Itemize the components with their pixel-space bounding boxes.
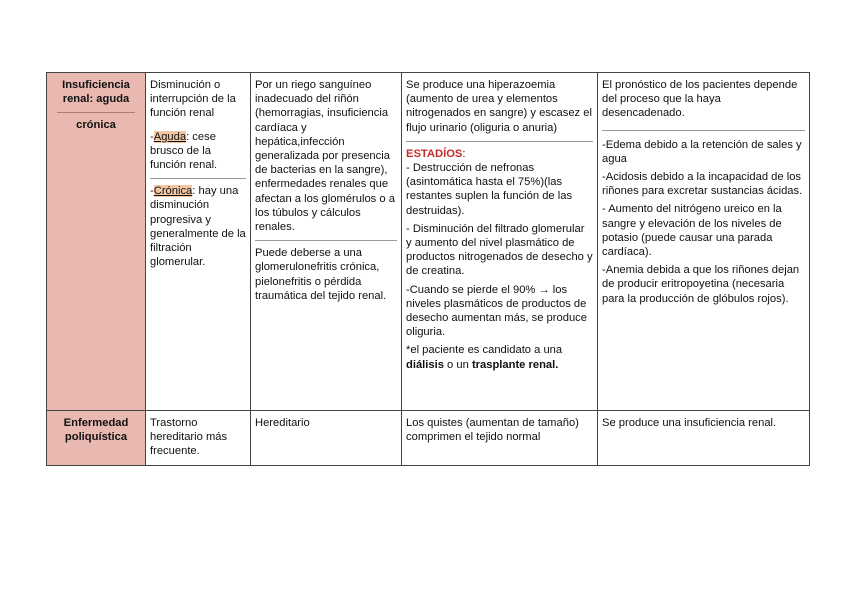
causes-divider — [255, 240, 397, 241]
causes-aguda: Por un riego sanguíneo inadecuado del riñón (hemorragias, insuficiencia cardíaca y hepática,infección generalizada por presencia de bacterias en la sangre), enfermedades renales que afectan a los glomérulos o a los túbulos y cálculos renales. — [255, 79, 395, 234]
estadios-heading — [406, 147, 593, 161]
definition-intro: Disminución o interrupción de la función renal — [150, 79, 236, 120]
stage-1: - Destrucción de nefronas (asintomática hasta el 75%)(las restantes suplen la función de las destruidas). — [406, 162, 573, 217]
definition-cronica — [150, 184, 246, 269]
note-prefix: *el paciente es candidato a una — [406, 344, 563, 357]
poliquistica-prognosis-text: Se produce una insuficiencia renal. — [602, 417, 777, 429]
row-header-enfermedad-poliquistica — [47, 411, 146, 466]
prognosis-text: El pronóstico de los pacientes depende del proceso que la haya desencadenado. — [602, 79, 798, 120]
estadios-label: ESTADÍOS — [406, 147, 463, 160]
poliquistica-causes — [251, 411, 402, 466]
poliquistica-pathophysiology-text: Los quistes (aumentan de tamaño) comprimen el tejido normal — [406, 417, 579, 444]
note-trasplante: trasplante renal. — [471, 358, 559, 371]
table-row — [47, 73, 810, 411]
prognosis-cell — [598, 73, 810, 411]
pathophysiology-cell — [402, 73, 598, 411]
complication-edema: -Edema debido a la retención de sales y agua — [602, 138, 802, 165]
poliquistica-definition-text: Trastorno hereditario más frecuente. — [150, 417, 228, 458]
header-cronica-label: crónica — [76, 119, 116, 132]
complication-nitrogen: - Aumento del nitrógeno ureico en la sangre y elevación de los niveles de potasio (puede causar una parada cardíaca). — [602, 203, 782, 259]
pathophysiology-divider — [406, 141, 593, 142]
poliquistica-pathophysiology — [402, 411, 598, 466]
definition-divider — [150, 178, 246, 179]
stage-3: -Cuando se pierde el 90% → los niveles plasmáticos de productos de desecho aumentan más, se produce oliguria. — [406, 283, 587, 339]
treatment-note — [406, 343, 593, 371]
aguda-prefix: - — [150, 130, 154, 143]
cronica-prefix: - — [150, 185, 154, 198]
header-divider — [57, 112, 135, 113]
definition-cell — [146, 73, 251, 411]
note-dialisis: diálisis — [406, 358, 444, 371]
complication-acidosis: -Acidosis debido a la incapacidad de los riñones para excretar sustancias ácidas. — [602, 171, 803, 198]
hiperazoemia-text: Se produce una hiperazoemia (aumento de urea y elementos nitrogenados en sangre) y escasez el flujo urinario (oliguria o anuria) — [406, 79, 592, 134]
poliquistica-prognosis — [598, 411, 810, 466]
aguda-term: Aguda — [153, 130, 187, 143]
causes-cell — [251, 73, 402, 411]
poliquistica-definition — [146, 411, 251, 466]
definition-aguda — [150, 130, 246, 173]
causes-cronica: Puede deberse a una glomerulonefritis crónica, pielonefritis o pérdida traumática del tejido renal. — [255, 247, 387, 302]
note-o: o un — [443, 358, 472, 371]
header-aguda-label: Insuficiencia renal: aguda — [62, 79, 130, 106]
poliquistica-causes-text: Hereditario — [255, 417, 310, 429]
cronica-term: Crónica — [153, 185, 193, 198]
cronica-text: : hay una disminución progresiva y generalmente de la filtración glomerular. — [150, 185, 246, 269]
prognosis-divider — [602, 130, 805, 131]
table-row — [47, 411, 810, 466]
estadios-colon: : — [462, 147, 466, 160]
stage-2: - Disminución del filtrado glomerular y aumento del nivel plasmático de productos nitrogenados de desecho y de creatina. — [406, 222, 593, 278]
poliquistica-label: Enfermedad poliquística — [63, 417, 129, 444]
aguda-text: : cese brusco de la función renal. — [150, 130, 218, 172]
row-header-insuficiencia-renal — [47, 73, 146, 411]
kidney-disease-table — [46, 72, 810, 466]
complication-anemia: -Anemia debida a que los riñones dejan de producir eritropoyetina (necesaria para la producción de glóbulos rojos). — [602, 264, 800, 305]
